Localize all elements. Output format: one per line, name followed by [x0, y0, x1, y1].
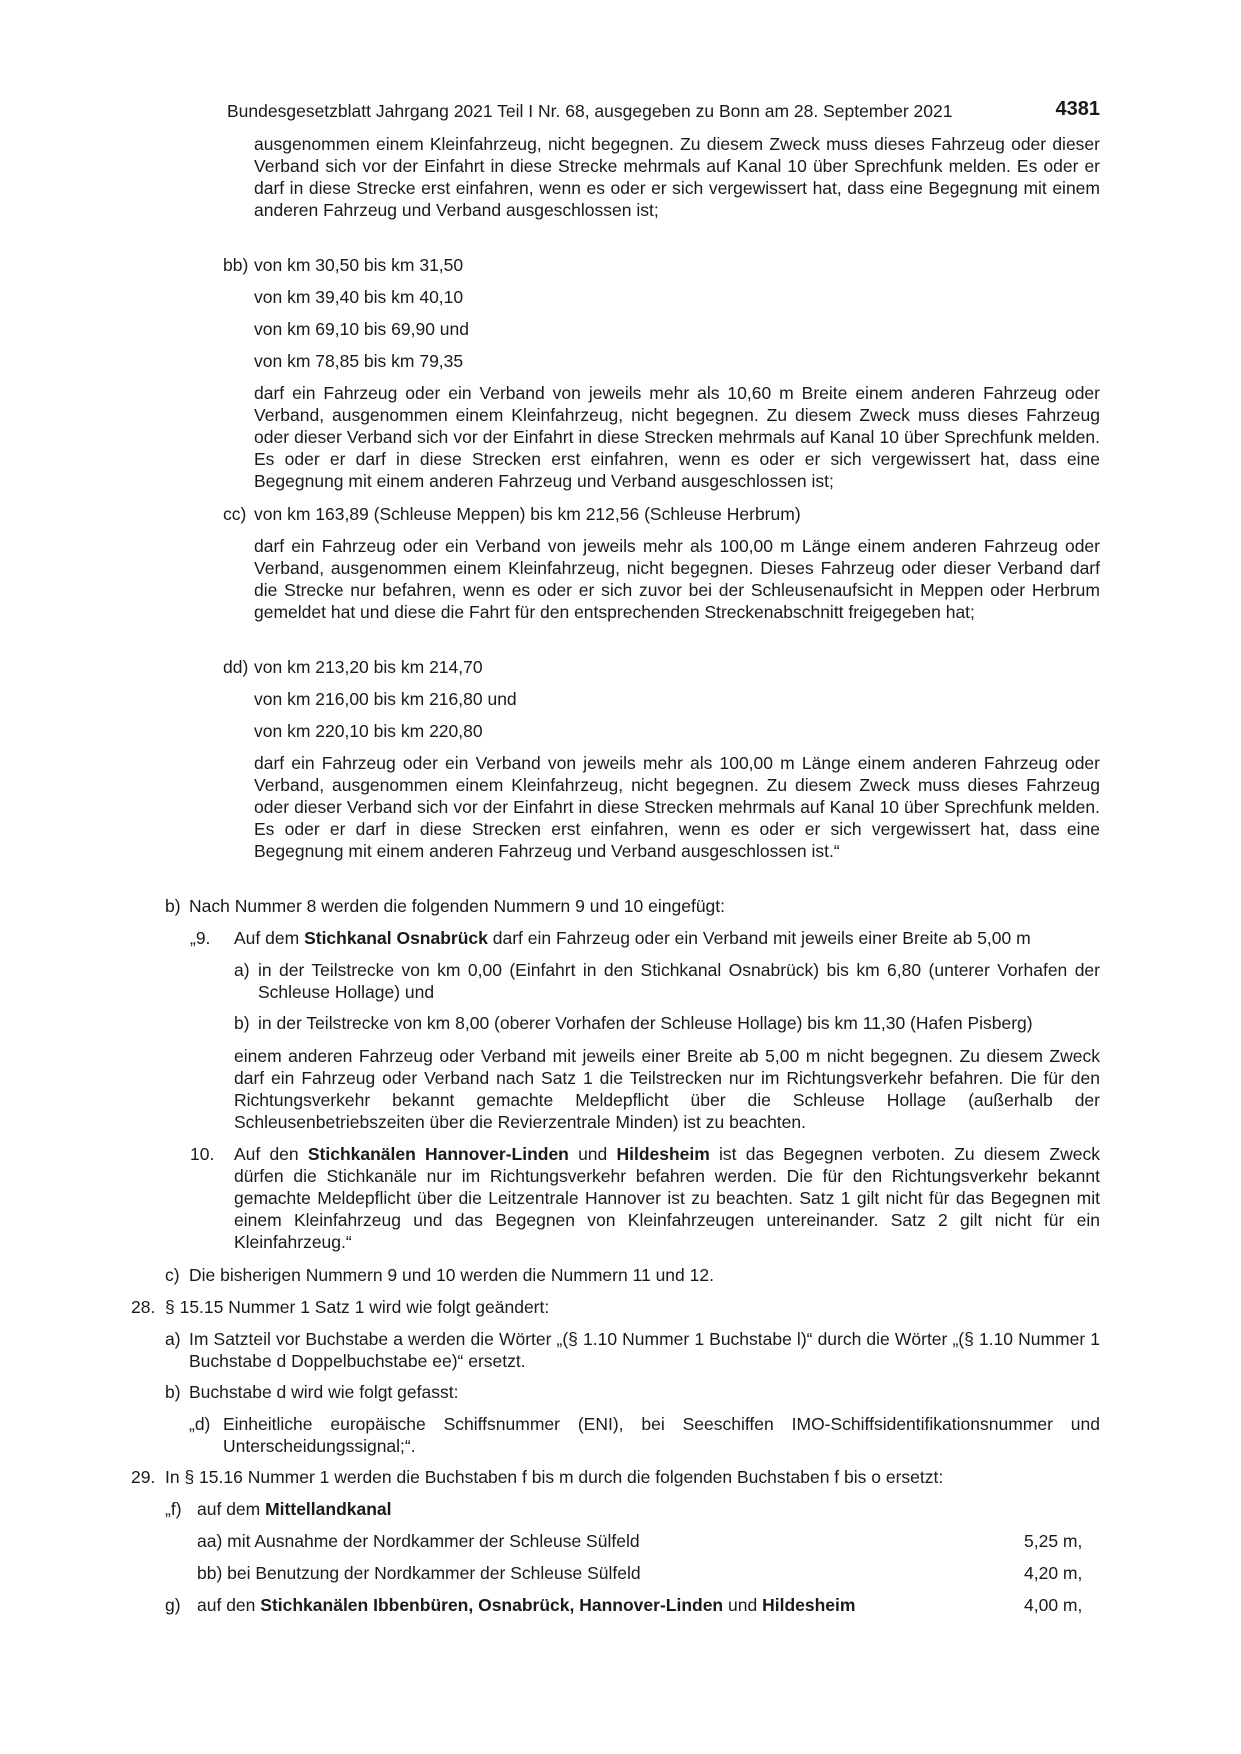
number-28-b-label: b) — [165, 1382, 181, 1402]
item-bb-paragraph: darf ein Fahrzeug oder ein Verband von jeweils mehr als 10,60 m Breite einem anderen Fahrzeug oder Verband, ausgenommen einem Kleinfahrzeug, nicht begegnen. Zu diesem Zweck muss dieses Fahrzeug oder dieser Verband sich vor der Einfahrt in diese Strecken mehrmals auf Kanal 10 über Sprechfunk melden. Es oder er darf in diese Strecken erst einfahren, wenn es oder er sich vergewissert hat, dass eine Begegnung mit einem anderen Fahrzeug und Verband ausgeschlossen ist; — [254, 383, 1100, 491]
item-c-text: Die bisherigen Nummern 9 und 10 werden die Nummern 11 und 12. — [189, 1265, 714, 1285]
number-9-bold: Stichkanal Osnabrück — [304, 928, 488, 948]
number-9-a-text: in der Teilstrecke von km 0,00 (Einfahrt in den Stichkanal Osnabrück) bis km 6,80 (unterer Vorhafen der Schleuse Hollage) und — [258, 960, 1100, 1002]
number-9-b-text: in der Teilstrecke von km 8,00 (oberer Vorhafen der Schleuse Hollage) bis km 11,30 (Hafen Pisberg) — [258, 1013, 1033, 1033]
number-28-d-text: Einheitliche europäische Schiffsnummer (ENI), bei Seeschiffen IMO-Schiffsidentifikationsnummer und Unterscheidungssignal;“. — [223, 1414, 1100, 1456]
number-10-paragraph — [234, 1143, 1100, 1253]
number-29-g-bold-1: Stichkanälen Ibbenbüren, Osnabrück, Hannover-Linden — [260, 1595, 724, 1615]
number-29-g-bold-2: Hildesheim — [762, 1595, 856, 1615]
number-29-aa-text: aa) mit Ausnahme der Nordkammer der Schleuse Sülfeld — [197, 1531, 640, 1551]
number-9-b-label: b) — [234, 1013, 250, 1033]
number-9-paragraph: einem anderen Fahrzeug oder Verband mit jeweils einer Breite ab 5,00 m nicht begegnen. Zu diesem Zweck darf ein Fahrzeug oder Verband nach Satz 1 die Teilstrecken nur im Richtungsverkehr befahren. Die für den Richtungsverkehr bekannt gemachte Meldepflicht über die Schleuse Hollage (außerhalb der Schleusenbetriebszeiten über die Revierzentrale Minden) ist zu beachten. — [234, 1046, 1100, 1132]
item-dd-label: dd) — [223, 657, 249, 677]
number-10-bold-2: Hildesheim — [616, 1144, 710, 1164]
item-dd-line-1: von km 213,20 bis km 214,70 — [254, 657, 483, 677]
item-cc-paragraph: darf ein Fahrzeug oder ein Verband von jeweils mehr als 100,00 m Länge einem anderen Fahrzeug oder Verband, ausgenommen einem Kleinfahrzeug, nicht begegnen. Dieses Fahrzeug oder dieser Verband darf die Strecke nur befahren, wenn es oder er sich zuvor bei der Schleusenaufsicht in Meppen oder Herbrum gemeldet hat und diese die Fahrt für den entsprechenden Streckenabschnitt freigegeben hat; — [254, 536, 1100, 622]
number-29-bb-text: bb) bei Benutzung der Nordkammer der Schleuse Sülfeld — [197, 1563, 641, 1583]
item-dd-line-3: von km 220,10 bis km 220,80 — [254, 721, 483, 741]
number-29-f-text — [197, 1498, 392, 1520]
number-28-d-label: „d) — [189, 1414, 211, 1434]
item-bb-line-4: von km 78,85 bis km 79,35 — [254, 351, 464, 371]
number-29-text: In § 15.16 Nummer 1 werden die Buchstaben f bis m durch die folgenden Buchstaben f bis o ersetzt: — [165, 1467, 944, 1487]
number-28-text: § 15.15 Nummer 1 Satz 1 wird wie folgt geändert: — [165, 1297, 550, 1317]
item-dd-line-2: von km 216,00 bis km 216,80 und — [254, 689, 517, 709]
number-9-post: darf ein Fahrzeug oder ein Verband mit jeweils einer Breite ab 5,00 m — [492, 928, 1031, 948]
item-dd-paragraph: darf ein Fahrzeug oder ein Verband von jeweils mehr als 100,00 m Länge einem anderen Fahrzeug oder Verband, ausgenommen einem Kleinfahrzeug, nicht begegnen. Zu diesem Zweck muss dieses Fahrzeug oder dieser Verband sich vor der Einfahrt in diese Strecken mehrmals auf Kanal 10 über Sprechfunk melden. Es oder er darf in diese Strecken erst einfahren, wenn es oder er sich vergewissert hat, dass eine Begegnung mit einem anderen Fahrzeug und Verband ausgeschlossen ist.“ — [254, 753, 1100, 861]
page-number: 4381 — [1055, 98, 1100, 120]
number-9-label: „9. — [190, 928, 211, 948]
number-29-g-pre: auf den — [197, 1595, 256, 1615]
number-29-g-text — [197, 1594, 855, 1616]
item-b-label: b) — [165, 896, 181, 916]
continuation-paragraph: ausgenommen einem Kleinfahrzeug, nicht begegnen. Zu diesem Zweck muss dieses Fahrzeug oder dieser Verband sich vor der Einfahrt in diese Strecke mehrmals auf Kanal 10 über Sprechfunk melden. Es oder er darf in diese Strecke erst einfahren, wenn es oder er sich vergewissert hat, dass eine Begegnung mit einem anderen Fahrzeug und Verband ausgeschlossen ist; — [254, 134, 1100, 220]
number-28-a-text: Im Satzteil vor Buchstabe a werden die Wörter „(§ 1.10 Nummer 1 Buchstabe l)“ durch die Wörter „(§ 1.10 Nummer 1 Buchstabe d Doppelbuchstabe ee)“ ersetzt. — [189, 1329, 1100, 1371]
page-header — [227, 100, 1100, 122]
number-28-label: 28. — [131, 1297, 156, 1317]
number-29-bb-amount: 4,20 m, — [1024, 1563, 1083, 1583]
number-28-a-label: a) — [165, 1329, 181, 1349]
item-b-text: Nach Nummer 8 werden die folgenden Nummern 9 und 10 eingefügt: — [189, 896, 726, 916]
number-29-label: 29. — [131, 1467, 156, 1487]
number-29-aa-amount: 5,25 m, — [1024, 1531, 1083, 1551]
number-9-a-label: a) — [234, 960, 250, 980]
item-bb-line-2: von km 39,40 bis km 40,10 — [254, 287, 464, 307]
number-29-g-amount: 4,00 m, — [1024, 1595, 1083, 1615]
number-29-g-label: g) — [165, 1595, 181, 1615]
number-29-f-label: „f) — [165, 1499, 182, 1519]
number-29-f-pre: auf dem — [197, 1499, 261, 1519]
number-10-post: ist das Begegnen verboten. Zu diesem Zweck dürfen die Stichkanäle nur im Richtungsverkehr befahren werden. Die für den Richtungsverkehr bekannt gemachte Meldepflicht über die Leitzentrale Hannover ist zu beachten. Satz 1 gilt nicht für das Begegnen mit einem Kleinfahrzeug und das Begegnen von Kleinfahrzeugen untereinander. Satz 2 gilt nicht für ein Kleinfahrzeug.“ — [234, 1144, 1100, 1252]
number-29-g-mid: und — [728, 1595, 758, 1615]
number-29-f-bold: Mittellandkanal — [265, 1499, 392, 1519]
number-9-intro — [234, 927, 1100, 949]
number-10-bold-1: Stichkanälen Hannover-Linden — [307, 1144, 569, 1164]
number-10-mid: und — [578, 1144, 608, 1164]
number-10-label: 10. — [190, 1144, 215, 1164]
item-bb-label: bb) — [223, 255, 249, 275]
header-title: Bundesgesetzblatt Jahrgang 2021 Teil I Nr. 68, ausgegeben zu Bonn am 28. September 2021 — [227, 101, 953, 121]
number-10-pre: Auf den — [234, 1144, 299, 1164]
item-bb-line-3: von km 69,10 bis 69,90 und — [254, 319, 470, 339]
number-9-pre: Auf dem — [234, 928, 300, 948]
number-28-b-text: Buchstabe d wird wie folgt gefasst: — [189, 1382, 459, 1402]
item-bb-line-1: von km 30,50 bis km 31,50 — [254, 255, 464, 275]
item-cc-line-1: von km 163,89 (Schleuse Meppen) bis km 212,56 (Schleuse Herbrum) — [254, 504, 801, 524]
item-c-label: c) — [165, 1265, 180, 1285]
item-cc-label: cc) — [223, 504, 247, 524]
